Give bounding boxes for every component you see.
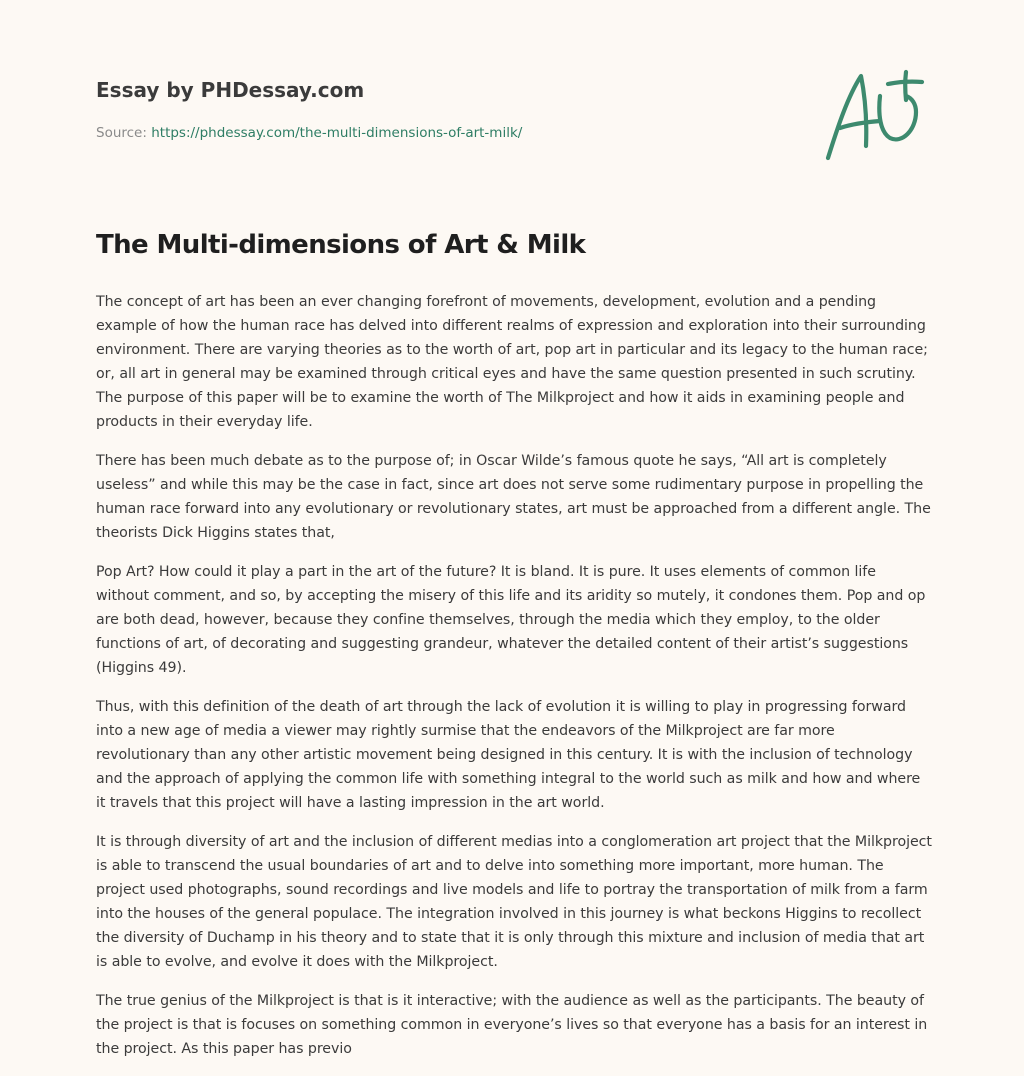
essay-paragraph: Pop Art? How could it play a part in the art of the future? It is bland. It is pure. It uses elements of common life without comment, and so, by accepting the misery of this life and its aridity so mutely, it condones them. Pop and op are both dead, however, because they confine themselves, through the media which they employ, to the older functions of art, of decorating and suggesting grandeur, whatever the detailed content of their artist’s suggestions (Higgins 49). [96,564,926,676]
source-line [96,123,816,143]
essay-paragraph: The concept of art has been an ever changing forefront of movements, development, evolution and a pending example of how the human race has delved into different realms of expression and exploration into their surrounding environment. There are varying theories as to the worth of art, pop art in particular and its legacy to the human race; or, all art in general may be examined through critical eyes and have the same question presented in such scrutiny. The purpose of this paper will be to examine the worth of The Milkproject and how it aids in examining people and products in their everyday life. [96,294,928,430]
essay-title: The Multi-dimensions of Art & Milk [96,230,586,260]
source-link[interactable]: https://phdessay.com/the-multi-dimensions-of-art-milk/ [151,125,523,141]
a-plus-logo-icon [818,66,930,166]
essay-paragraph: The true genius of the Milkproject is that is it interactive; with the audience as well as the participants. The beauty of the project is that is focuses on something common in everyone’s lives so that everyone has a basis for an interest in the project. As this paper has previo [96,993,928,1057]
site-header [96,76,816,143]
essay-paragraph: There has been much debate as to the purpose of; in Oscar Wilde’s famous quote he says, “All art is completely useless” and while this may be the case in fact, since art does not serve some rudimentary purpose in propelling the human race forward into any evolutionary or revolutionary states, art must be approached from a different angle. The theorists Dick Higgins states that, [96,453,931,541]
essay-paragraph: It is through diversity of art and the inclusion of different medias into a conglomeration art project that the Milkproject is able to transcend the usual boundaries of art and to delve into something more important, more human. The project used photographs, sound recordings and live models and life to portray the transportation of milk from a farm into the houses of the general populace. The integration involved in this journey is what beckons Higgins to recollect the diversity of Duchamp in his theory and to state that it is only through this mixture and inclusion of media that art is able to evolve, and evolve it does with the Milkproject. [96,834,932,970]
source-label: Source: [96,125,152,141]
essay-paragraph: Thus, with this definition of the death of art through the lack of evolution it is willing to play in progressing forward into a new age of media a viewer may rightly surmise that the endeavors of the Milkproject are far more revolutionary than any other artistic movement being designed in this century. It is with the inclusion of technology and the approach of applying the common life with something integral to the world such as milk and how and where it travels that this project will have a lasting impression in the art world. [96,699,921,811]
essay-article [96,226,932,1076]
site-title: Essay by PHDessay.com [96,78,365,102]
